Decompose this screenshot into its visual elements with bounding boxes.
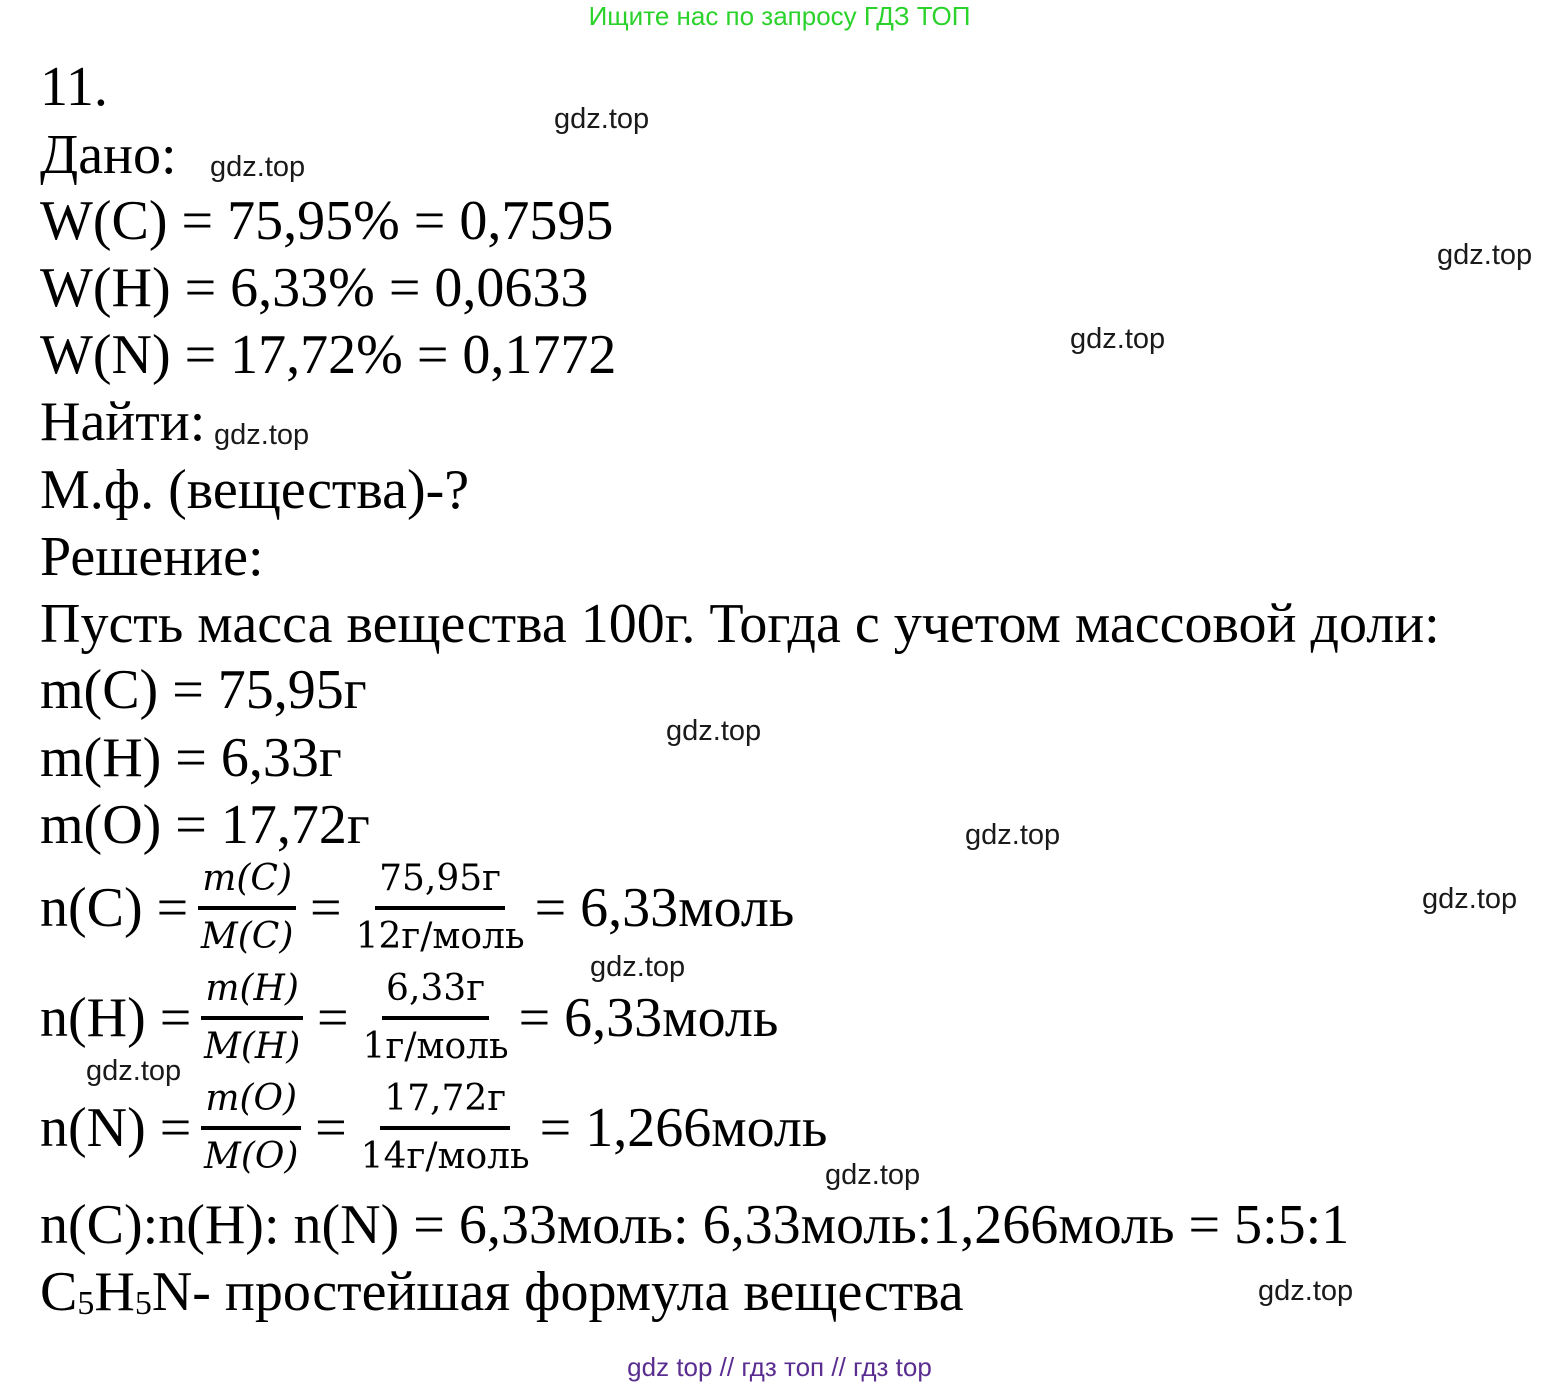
fraction-symbolic — [198, 852, 296, 964]
denominator: 12г/моль — [355, 916, 525, 957]
formula-c: C — [40, 1261, 78, 1323]
numerator: 6,33г — [382, 962, 489, 1020]
watermark: gdz.top — [590, 951, 686, 983]
fraction-numeric — [361, 1072, 530, 1184]
watermark: gdz.top — [86, 1055, 182, 1087]
mole-ratio: n(C):n(H): n(N) = 6,33моль: 6,33моль:1,266моль = 5:5:1 — [40, 1194, 1350, 1256]
footer-links: gdz top // гдз топ // гдз top — [627, 1352, 932, 1382]
mass-h: m(H) = 6,33г — [40, 727, 342, 789]
eq-lhs: n(H) = — [40, 987, 192, 1049]
find-label: Найти: — [40, 391, 206, 453]
denominator: 1г/моль — [362, 1026, 509, 1067]
given-label: Дано: — [40, 124, 177, 186]
find-target: М.ф. (вещества)-? — [40, 459, 470, 521]
numerator: m(O) — [201, 1072, 301, 1130]
fraction-numeric — [356, 852, 525, 964]
watermark: gdz.top — [1422, 883, 1518, 915]
simplest-formula — [40, 1257, 964, 1339]
equals-sign: = — [310, 877, 342, 939]
formula-h: H — [94, 1261, 135, 1323]
numerator: 75,95г — [375, 852, 505, 910]
watermark: gdz.top — [1258, 1275, 1354, 1307]
denominator: M(H) — [203, 1026, 301, 1067]
watermark: gdz.top — [1437, 239, 1533, 271]
mass-c: m(C) = 75,95г — [40, 659, 367, 721]
eq-lhs: n(C) = — [40, 877, 189, 939]
eq-lhs: n(N) = — [40, 1097, 192, 1159]
fraction-symbolic — [201, 1072, 301, 1184]
denominator: M(C) — [200, 916, 294, 957]
given-wh: W(H) = 6,33% = 0,0633 — [40, 257, 589, 319]
equation-nn — [40, 1072, 827, 1184]
numerator: 17,72г — [380, 1072, 510, 1130]
equation-nc — [40, 852, 794, 964]
numerator: m(C) — [198, 852, 296, 910]
fraction-numeric — [363, 962, 509, 1074]
mass-o: m(O) = 17,72г — [40, 794, 370, 856]
watermark: gdz.top — [666, 715, 762, 747]
given-wc: W(C) = 75,95% = 0,7595 — [40, 190, 614, 252]
watermark: gdz.top — [825, 1159, 921, 1191]
formula-subscript: 5 — [134, 1285, 152, 1322]
solution-label: Решение: — [40, 526, 264, 588]
header-banner: Ищите нас по запросу ГДЗ ТОП — [588, 1, 971, 31]
numerator: m(H) — [201, 962, 303, 1020]
equals-sign: = — [316, 987, 349, 1049]
given-wn: W(N) = 17,72% = 0,1772 — [40, 324, 617, 386]
equals-sign: = — [315, 1097, 347, 1159]
denominator: 14г/моль — [360, 1136, 530, 1177]
watermark: gdz.top — [1070, 323, 1166, 355]
assumption-text: Пусть масса вещества 100г. Тогда с учетом массовой доли: — [40, 593, 1440, 655]
watermark: gdz.top — [210, 151, 306, 183]
problem-number: 11. — [40, 56, 108, 118]
eq-result: = 1,266моль — [539, 1097, 828, 1159]
watermark: gdz.top — [965, 819, 1061, 851]
eq-result: = 6,33моль — [518, 987, 779, 1049]
fraction-symbolic — [201, 962, 303, 1074]
formula-subscript: 5 — [77, 1285, 95, 1322]
watermark: gdz.top — [554, 103, 650, 135]
denominator: M(O) — [203, 1136, 299, 1177]
watermark: gdz.top — [214, 419, 310, 451]
eq-result: = 6,33моль — [534, 877, 795, 939]
formula-text: N- простейшая формула вещества — [151, 1261, 964, 1323]
